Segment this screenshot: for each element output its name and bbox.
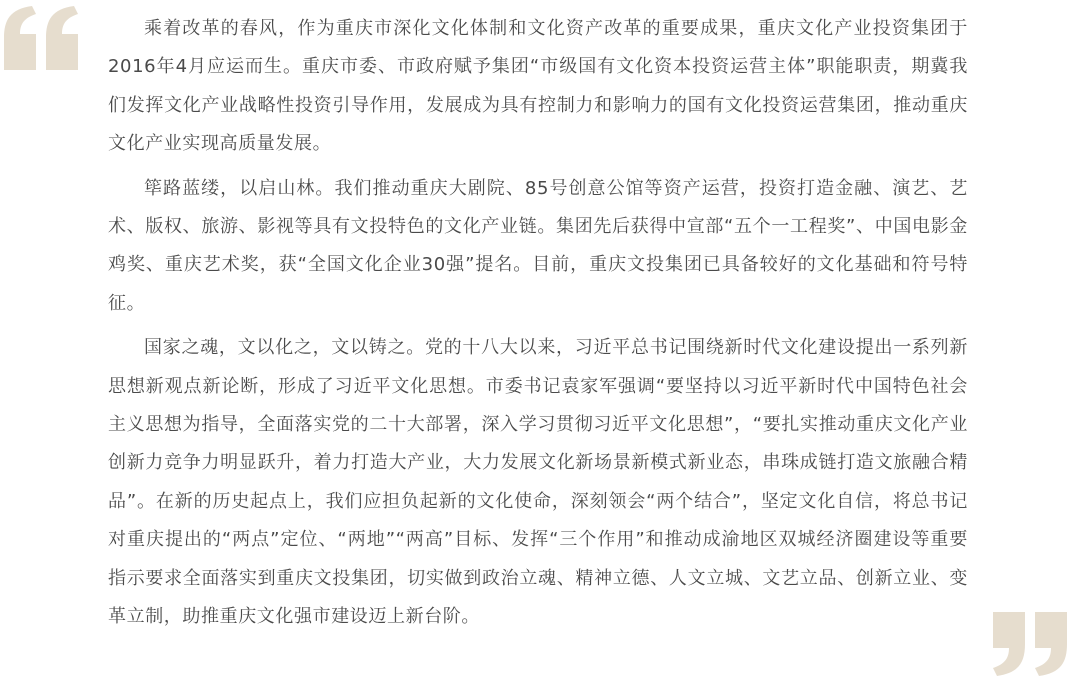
paragraph-1: 乘着改革的春风，作为重庆市深化文化体制和文化资产改革的重要成果，重庆文化产业投资集团于2016年4月应运而生。重庆市委、市政府赋予集团“市级国有文化资本投资运营主体”职能职责，期冀我们发挥文化产业战略性投资引导作用，发展成为具有控制力和影响力的国有文化投资运营集团，推动重庆文化产业实现高质量发展。 [108, 18, 968, 155]
paragraph-3: 国家之魂，文以化之，文以铸之。党的十八大以来，习近平总书记围绕新时代文化建设提出一系列新思想新观点新论断，形成了习近平文化思想。市委书记袁家军强调“要坚持以习近平新时代中国特色社会主义思想为指导，全面落实党的二十大部署，深入学习贯彻习近平文化思想”，“要扎实推动重庆文化产业创新力竞争力明显跃升，着力打造大产业，大力发展文化新场景新模式新业态，串珠成链打造文旅融合精品”。在新的历史起点上，我们应担负起新的文化使命，深刻领会“两个结合”，坚定文化自信，将总书记对重庆提出的“两点”定位、“两地”“两高”目标、发挥“三个作用”和推动成渝地区双城经济圈建设等重要指示要求全面落实到重庆文投集团，切实做到政治立魂、精神立德、人文立城、文艺立品、创新立业、变革立制，助推重庆文化强市建设迈上新台阶。 [108, 337, 968, 628]
open-quote-icon [4, 4, 80, 70]
close-quote-icon [991, 612, 1067, 678]
paragraph-2: 筚路蓝缕，以启山林。我们推动重庆大剧院、85号创意公馆等资产运营，投资打造金融、演艺、艺术、版权、旅游、影视等具有文投特色的文化产业链。集团先后获得中宣部“五个一工程奖”、中国电影金鸡奖、重庆艺术奖，获“全国文化企业30强”提名。目前，重庆文投集团已具备较好的文化基础和符号特征。 [108, 177, 968, 314]
article-body [108, 10, 968, 637]
